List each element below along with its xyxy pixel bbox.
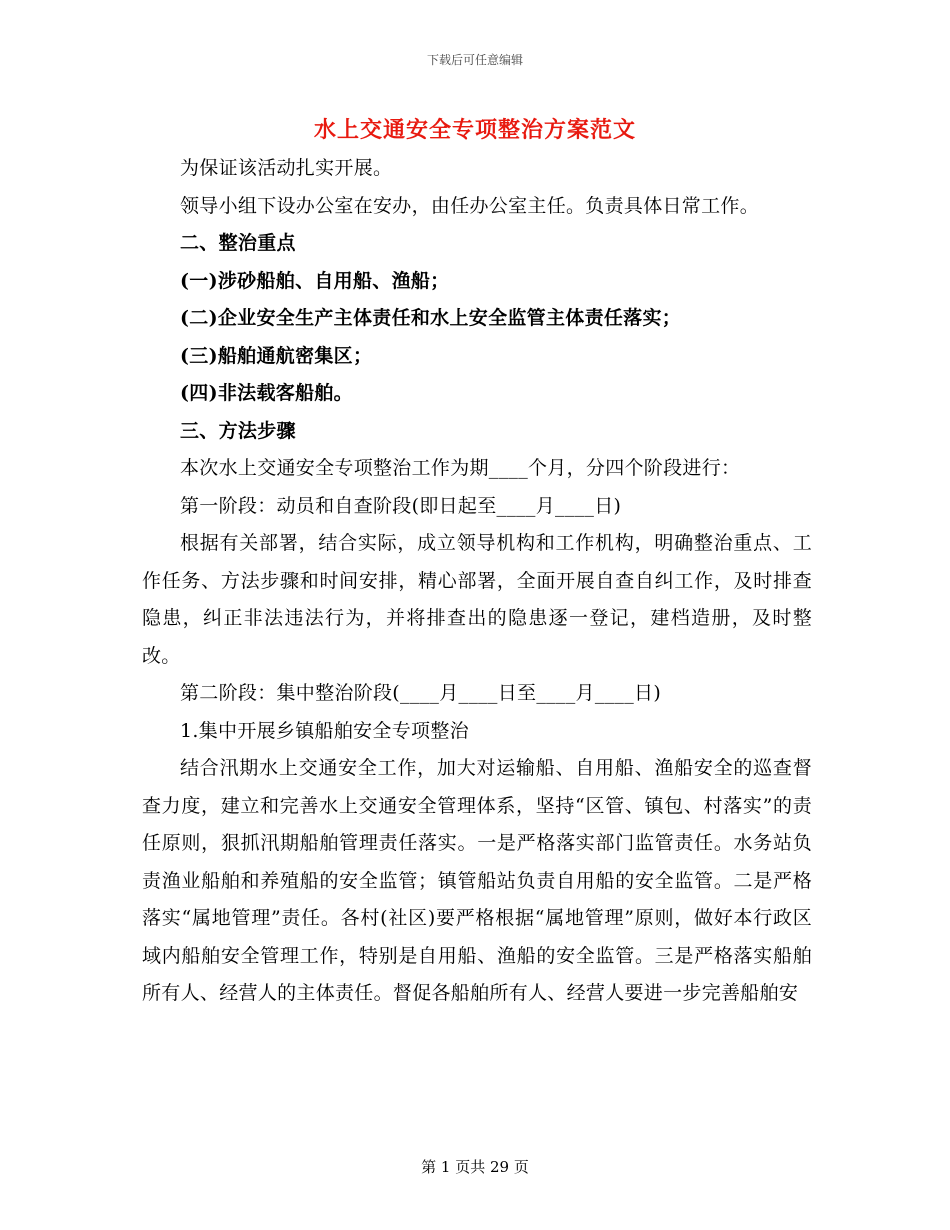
paragraph-stage-2: 第二阶段：集中整治阶段(____月____日至____月____日) <box>180 682 662 704</box>
list-item-focus-1: (一)涉砂船舶、自用船、渔船； <box>180 269 450 292</box>
paragraph-stage-2-item-1: 1.集中开展乡镇船舶安全专项整治 <box>180 719 469 742</box>
paragraph-intro: 为保证该活动扎实开展。 <box>180 157 393 179</box>
document-title: 水上交通安全专项整治方案范文 <box>313 117 636 143</box>
document-body <box>142 150 812 1013</box>
paragraph-office: 领导小组下设办公室在安办，由任办公室主任。负责具体日常工作。 <box>180 194 760 217</box>
paragraph-stage-1: 第一阶段：动员和自查阶段(即日起至____月____日) <box>180 494 622 517</box>
paragraph-stage-1-detail: 根据有关部署，结合实际，成立领导机构和工作机构，明确整治重点、工作任务、方法步骤和时间安排，精心部署，全面开展自查自纠工作，及时排查隐患，纠正非法违法行为，并将排查出的隐患逐一登记，建档造册，及时整改。 <box>142 532 812 667</box>
page-number: 第 1 页共 29 页 <box>421 1158 529 1176</box>
list-item-focus-3: (三)船舶通航密集区； <box>180 344 373 367</box>
list-item-focus-2: (二)企业安全生产主体责任和水上安全监管主体责任落实； <box>180 307 682 329</box>
page-header-note: 下载后可任意编辑 <box>426 53 523 67</box>
paragraph-stage-2-detail: 结合汛期水上交通安全工作，加大对运输船、自用船、渔船安全的巡查督查力度，建立和完善水上交通安全管理体系，坚持“区管、镇包、村落实”的责任原则，狠抓汛期船舶管理责任落实。一是严格落实部门监管责任。水务站负责渔业船舶和养殖船的安全监管；镇管船站负责自用船的安全监管。二是严格落实“属地管理”责任。各村(社区)要严格根据“属地管理”原则，做好本行政区域内船舶安全管理工作，特别是自用船、渔船的安全监管。三是严格落实船舶所有人、经营人的主体责任。督促各船舶所有人、经营人要进一步完善船舶安 <box>142 757 812 1004</box>
section-heading-focus: 二、整治重点 <box>180 232 296 254</box>
list-item-focus-4: (四)非法载客船舶。 <box>180 382 353 404</box>
paragraph-duration: 本次水上交通安全专项整治工作为期____个月，分四个阶段进行： <box>180 457 741 479</box>
section-heading-steps: 三、方法步骤 <box>180 419 296 442</box>
